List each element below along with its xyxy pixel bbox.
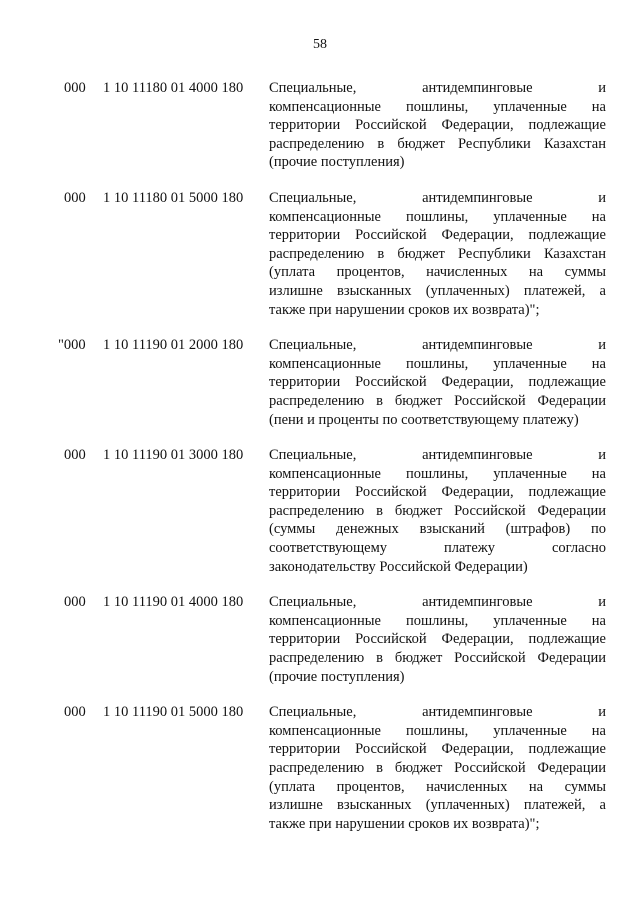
description-line: излишне взысканных (уплаченных) платежей, а bbox=[269, 282, 606, 299]
description-line: территории Российской Федерации, подлежащие bbox=[269, 227, 606, 244]
description-line: Специальные, антидемпинговые и bbox=[269, 704, 606, 721]
description-line: Специальные, антидемпинговые и bbox=[269, 189, 606, 206]
description-line: Специальные, антидемпинговые и bbox=[269, 447, 606, 464]
budget-classification-code: 1 10 11190 01 5000 180 bbox=[103, 704, 244, 721]
description-line: распределению в бюджет Российской Федерации bbox=[269, 650, 606, 667]
description-line: также при нарушении сроков их возврата)"; bbox=[269, 301, 540, 318]
description-line: территории Российской Федерации, подлежащие bbox=[269, 374, 606, 391]
description-line: распределению в бюджет Республики Казахстан bbox=[269, 245, 606, 262]
description-line: компенсационные пошлины, уплаченные на bbox=[269, 98, 606, 115]
admin-code: "000 bbox=[58, 337, 86, 354]
description-line: также при нарушении сроков их возврата)"; bbox=[269, 815, 540, 832]
admin-code: 000 bbox=[64, 189, 86, 206]
entry-description bbox=[269, 79, 606, 172]
description-line: территории Российской Федерации, подлежащие bbox=[269, 741, 606, 758]
description-line: компенсационные пошлины, уплаченные на bbox=[269, 722, 606, 739]
description-line: (пени и проценты по соответствующему платежу) bbox=[269, 411, 579, 428]
description-line: (уплата процентов, начисленных на суммы bbox=[269, 264, 606, 281]
budget-classification-code: 1 10 11190 01 4000 180 bbox=[103, 594, 244, 611]
description-line: территории Российской Федерации, подлежащие bbox=[269, 117, 606, 134]
description-line: Специальные, антидемпинговые и bbox=[269, 337, 606, 354]
table-row bbox=[0, 189, 640, 319]
table-row bbox=[0, 703, 640, 833]
table-row bbox=[0, 593, 640, 686]
admin-code: 000 bbox=[64, 704, 86, 721]
description-line: компенсационные пошлины, уплаченные на bbox=[269, 612, 606, 629]
budget-classification-code: 1 10 11190 01 3000 180 bbox=[103, 447, 244, 464]
description-line: территории Российской Федерации, подлежащие bbox=[269, 631, 606, 648]
description-line: (суммы денежных взысканий (штрафов) по bbox=[269, 521, 606, 538]
description-line: Специальные, антидемпинговые и bbox=[269, 80, 606, 96]
table-row bbox=[0, 446, 640, 576]
description-line: распределению в бюджет Российской Федерации bbox=[269, 502, 606, 519]
description-line: компенсационные пошлины, уплаченные на bbox=[269, 355, 606, 372]
description-line: компенсационные пошлины, уплаченные на bbox=[269, 465, 606, 482]
admin-code: 000 bbox=[64, 80, 86, 96]
entry-description bbox=[269, 703, 606, 833]
entry-description bbox=[269, 593, 606, 686]
description-line: распределению в бюджет Российской Федерации bbox=[269, 760, 606, 776]
budget-code-table bbox=[0, 79, 640, 833]
description-line: (прочие поступления) bbox=[269, 668, 405, 685]
description-line: (уплата процентов, начисленных на суммы bbox=[269, 778, 606, 795]
budget-classification-code: 1 10 11180 01 4000 180 bbox=[103, 80, 244, 96]
description-line: территории Российской Федерации, подлежащие bbox=[269, 484, 606, 501]
description-line: излишне взысканных (уплаченных) платежей, а bbox=[269, 797, 606, 814]
description-line: распределению в бюджет Республики Казахстан bbox=[269, 135, 606, 152]
description-line: Специальные, антидемпинговые и bbox=[269, 594, 606, 611]
description-line: компенсационные пошлины, уплаченные на bbox=[269, 208, 606, 225]
table-row bbox=[0, 79, 640, 172]
entry-description bbox=[269, 446, 606, 576]
description-line: соответствующему платежу согласно bbox=[269, 540, 606, 557]
description-line: распределению в бюджет Российской Федерации bbox=[269, 392, 606, 409]
description-line: законодательству Российской Федерации) bbox=[269, 558, 528, 575]
description-line: (прочие поступления) bbox=[269, 154, 405, 171]
entry-description bbox=[269, 336, 606, 429]
table-row bbox=[0, 336, 640, 429]
admin-code: 000 bbox=[64, 594, 86, 611]
entry-description bbox=[269, 189, 606, 319]
budget-classification-code: 1 10 11180 01 5000 180 bbox=[103, 189, 244, 206]
budget-classification-code: 1 10 11190 01 2000 180 bbox=[103, 337, 244, 354]
admin-code: 000 bbox=[64, 447, 86, 464]
page-number: 58 bbox=[313, 37, 327, 52]
